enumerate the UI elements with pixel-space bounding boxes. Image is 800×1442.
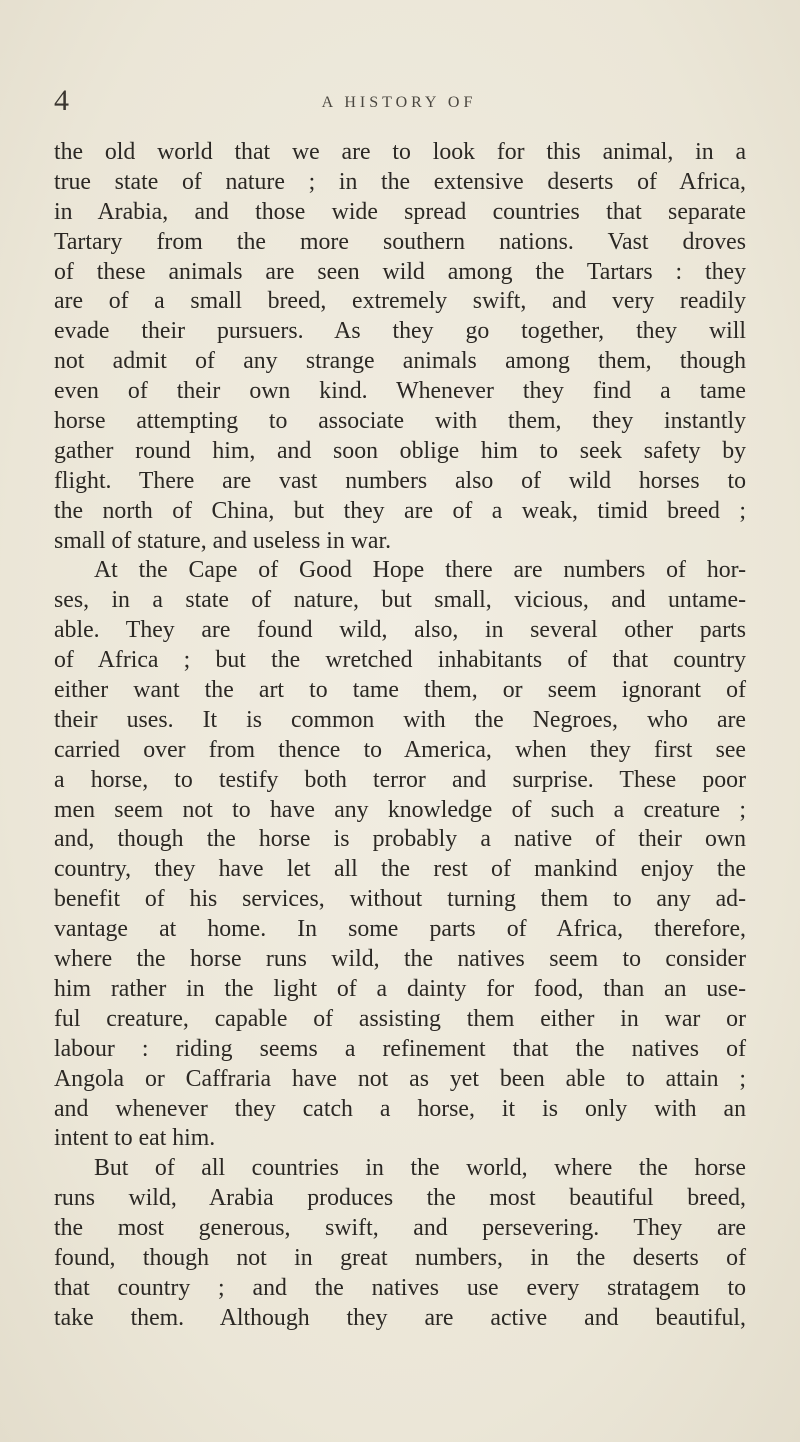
text-line: that country ; and the natives use every stratagem to bbox=[54, 1274, 746, 1301]
text-line: and, though the horse is probably a native of their own bbox=[54, 826, 746, 853]
text-line: labour : riding seems a refinement that the natives of bbox=[54, 1035, 746, 1062]
text-line: and whenever they catch a horse, it is only with an bbox=[54, 1095, 746, 1122]
text-line: their uses. It is common with the Negroes, who are bbox=[54, 706, 746, 733]
text-line: the north of China, but they are of a weak, timid breed ; bbox=[54, 497, 746, 524]
paragraph-end-line: intent to eat him. bbox=[54, 1125, 216, 1152]
text-line: where the horse runs wild, the natives seem to consider bbox=[54, 946, 746, 973]
text-line: gather round him, and soon oblige him to seek safety by bbox=[54, 437, 746, 464]
text-line: ses, in a state of nature, but small, vicious, and untame- bbox=[54, 587, 746, 614]
text-line: ful creature, capable of assisting them either in war or bbox=[54, 1005, 746, 1032]
text-line: men seem not to have any knowledge of such a creature ; bbox=[54, 796, 746, 823]
running-title: A HISTORY OF bbox=[321, 94, 477, 111]
text-line: not admit of any strange animals among them, though bbox=[54, 348, 746, 375]
text-line: even of their own kind. Whenever they find a tame bbox=[54, 378, 746, 405]
running-head bbox=[54, 86, 744, 126]
body-text bbox=[54, 138, 746, 1334]
text-line: benefit of his services, without turning them to any ad- bbox=[54, 886, 746, 913]
text-line: able. They are found wild, also, in several other parts bbox=[54, 617, 746, 644]
text-line: him rather in the light of a dainty for food, than an use- bbox=[54, 975, 746, 1002]
text-line: in Arabia, and those wide spread countries that separate bbox=[54, 198, 746, 225]
paragraph-start-line: At the Cape of Good Hope there are numbers of hor- bbox=[94, 557, 746, 584]
text-line: vantage at home. In some parts of Africa, therefore, bbox=[54, 916, 746, 943]
text-line: the old world that we are to look for this animal, in a bbox=[54, 139, 746, 165]
text-line: carried over from thence to America, when they first see bbox=[54, 736, 746, 763]
text-line: of Africa ; but the wretched inhabitants of that country bbox=[54, 647, 746, 674]
text-line: runs wild, Arabia produces the most beautiful breed, bbox=[54, 1185, 746, 1212]
text-line: horse attempting to associate with them, they instantly bbox=[54, 408, 746, 435]
text-line: of these animals are seen wild among the Tartars : they bbox=[54, 258, 746, 285]
text-line: the most generous, swift, and persevering. They are bbox=[54, 1215, 746, 1242]
paragraph-end-line: small of stature, and useless in war. bbox=[54, 527, 392, 554]
text-line: evade their pursuers. As they go together, they will bbox=[54, 318, 746, 345]
text-line: either want the art to tame them, or seem ignorant of bbox=[54, 677, 746, 704]
text-line: are of a small breed, extremely swift, and very readily bbox=[54, 288, 746, 315]
paragraph-start-line: But of all countries in the world, where the horse bbox=[94, 1155, 746, 1182]
text-line: true state of nature ; in the extensive deserts of Africa, bbox=[54, 168, 746, 195]
text-line: Tartary from the more southern nations. Vast droves bbox=[54, 228, 746, 255]
text-line: found, though not in great numbers, in the deserts of bbox=[54, 1244, 746, 1271]
text-line: a horse, to testify both terror and surprise. These poor bbox=[54, 766, 746, 793]
text-line: take them. Although they are active and beautiful, bbox=[54, 1304, 746, 1331]
text-line: flight. There are vast numbers also of wild horses to bbox=[54, 467, 746, 494]
text-line: Angola or Caffraria have not as yet been able to attain ; bbox=[54, 1065, 746, 1092]
page-number: 4 bbox=[54, 84, 69, 117]
text-line: country, they have let all the rest of mankind enjoy the bbox=[54, 856, 746, 883]
